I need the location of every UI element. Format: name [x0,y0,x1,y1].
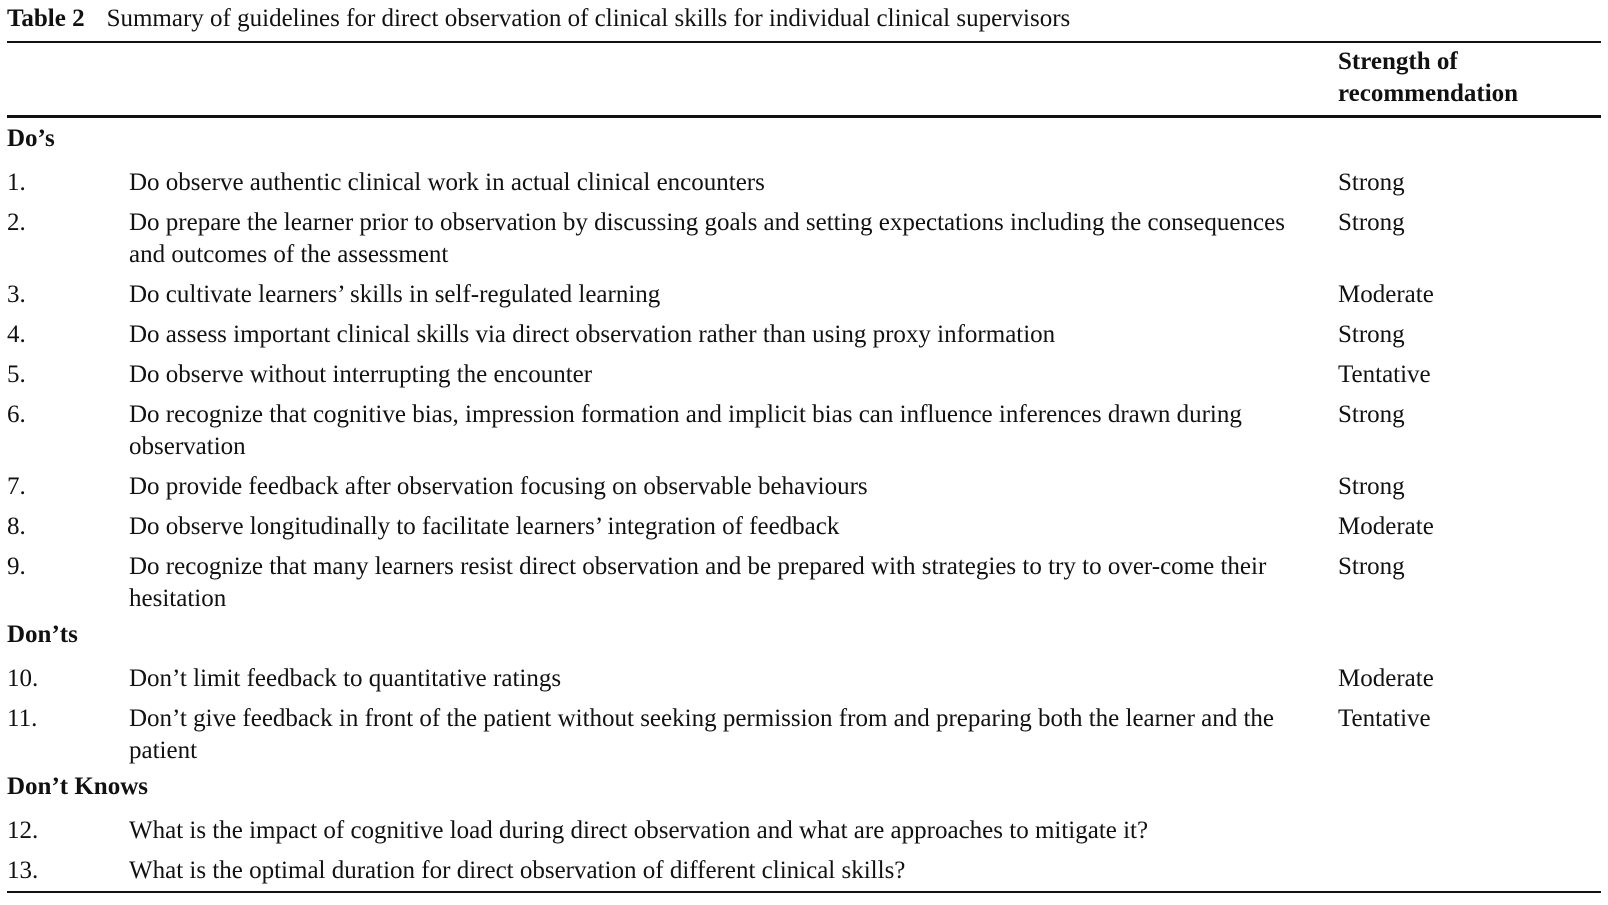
column-header-strength-line2: recommendation [1338,80,1519,107]
row-guideline: Don’t give feedback in front of the patient without seeking permission from and preparing both the learner and the patient [129,705,1275,764]
table-row [7,699,1601,771]
table-label: Table 2 [7,5,85,32]
row-guideline: Do recognize that many learners resist direct observation and be prepared with strategies to try to over-come their hesitation [129,553,1267,612]
row-strength: Moderate [1338,281,1434,308]
column-header-strength [1338,46,1598,110]
row-strength [1289,855,1601,887]
row-number: 12. [7,817,39,844]
row-guideline: Do provide feedback after observation focusing on observable behaviours [129,473,868,500]
section-title: Don’t Knows [7,773,148,800]
row-question: What is the impact of cognitive load during direct observation and what are approaches to mitigate it? [129,817,1149,844]
row-number: 10. [7,665,39,692]
row-strength: Strong [1338,321,1405,348]
table-row [7,851,1601,891]
row-strength [1289,815,1601,847]
table-title: Summary of guidelines for direct observation of clinical skills for individual clinical supervisors [106,5,1071,32]
section-heading [7,123,1601,163]
table-row [7,163,1601,203]
row-number: 4. [7,321,26,348]
row-number: 9. [7,553,26,580]
row-strength: Moderate [1338,665,1434,692]
table-row [7,395,1601,467]
row-guideline: Do cultivate learners’ skills in self-regulated learning [129,281,661,308]
table-row [7,659,1601,699]
row-guideline: Don’t limit feedback to quantitative ratings [129,665,562,692]
row-strength: Strong [1338,169,1405,196]
row-strength: Moderate [1338,513,1434,540]
row-number: 6. [7,401,26,428]
table-row [7,315,1601,355]
row-number: 13. [7,857,39,884]
column-header-strength-line1: Strength of [1338,48,1458,75]
row-guideline: Do prepare the learner prior to observation by discussing goals and setting expectations including the consequences and outcomes of the assessment [129,209,1285,268]
row-strength: Strong [1338,401,1405,428]
row-question: What is the optimal duration for direct observation of different clinical skills? [129,857,906,884]
table-body [7,123,1601,891]
row-number: 3. [7,281,26,308]
table-row [7,547,1601,619]
row-strength: Tentative [1338,361,1431,388]
row-guideline: Do recognize that cognitive bias, impression formation and implicit bias can influence inferences drawn during observation [129,401,1242,460]
section-title: Do’s [7,125,55,152]
row-number: 11. [7,705,38,732]
row-guideline: Do observe without interrupting the encounter [129,361,593,388]
table-row [7,355,1601,395]
row-number: 8. [7,513,26,540]
row-number: 5. [7,361,26,388]
row-number: 2. [7,209,26,236]
section-title: Don’ts [7,621,78,648]
row-guideline: Do observe authentic clinical work in actual clinical encounters [129,169,765,196]
row-strength: Strong [1338,553,1405,580]
row-strength: Strong [1338,473,1405,500]
row-guideline: Do assess important clinical skills via direct observation rather than using proxy information [129,321,1056,348]
bottom-rule [7,891,1601,893]
table-row [7,467,1601,507]
row-strength: Tentative [1338,705,1431,732]
table-caption [7,4,1070,34]
row-guideline: Do observe longitudinally to facilitate learners’ integration of feedback [129,513,840,540]
table-row [7,203,1601,275]
row-number: 7. [7,473,26,500]
section-heading [7,619,1601,659]
table-row [7,507,1601,547]
header-rule [7,115,1601,118]
row-strength: Strong [1338,209,1405,236]
top-rule [7,41,1601,43]
table-row [7,275,1601,315]
table-row [7,811,1601,851]
row-number: 1. [7,169,26,196]
section-heading [7,771,1601,811]
